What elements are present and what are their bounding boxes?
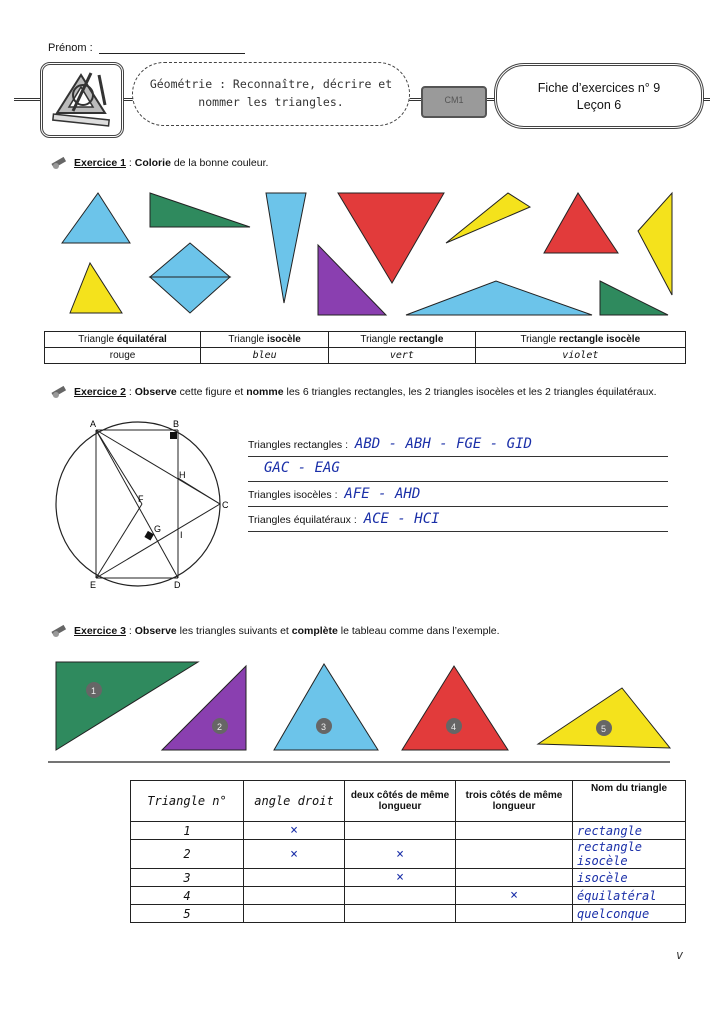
header-bold: isocèle (266, 334, 301, 345)
point-H: H (179, 470, 186, 480)
fiche-box (494, 63, 704, 129)
sep: : (125, 624, 135, 637)
cell-name[interactable]: quelconque (573, 905, 686, 923)
ex3-triangle-4 (402, 666, 508, 750)
table-row (131, 822, 686, 840)
cell-deux[interactable] (345, 887, 456, 905)
table-row (131, 869, 686, 887)
ex1-triangle-4 (338, 193, 444, 283)
cell-name[interactable]: rectangle (573, 822, 686, 840)
ex1-triangle-6 (544, 193, 618, 253)
lesson-number: Leçon 6 (576, 98, 622, 112)
exercise-3-title (50, 624, 500, 638)
ex1-triangle-1 (62, 193, 130, 243)
row-number: 4 (131, 887, 244, 905)
exercise-2-title (50, 384, 690, 400)
cell-trois[interactable] (456, 869, 573, 887)
cell-angle[interactable] (244, 887, 345, 905)
ex1-triangle-8 (70, 263, 122, 313)
pencil-icon (50, 385, 70, 399)
table-row (45, 348, 686, 364)
legend-header-rectangle (329, 332, 475, 348)
verb: nomme (246, 386, 284, 398)
header-text: Triangle (520, 334, 559, 345)
col-triangle: Triangle n° (131, 781, 244, 822)
title-line-1: Géométrie : Reconnaître, décrire et (149, 77, 393, 91)
ex3-number-5: 5 (601, 724, 607, 734)
table-row (131, 840, 686, 869)
header-bold: rectangle (398, 334, 444, 345)
lesson-title-cloud (132, 62, 410, 126)
legend-color-2[interactable]: bleu (201, 348, 329, 364)
cell-deux[interactable] (345, 905, 456, 923)
rect-answer-1[interactable]: ABD - ABH - FGE - GID (354, 436, 532, 452)
ex1-triangle-7 (638, 193, 672, 295)
rect-answer-2[interactable]: GAC - EAG (264, 460, 340, 476)
equi-answer-row (248, 511, 668, 532)
row-number: 5 (131, 905, 244, 923)
exercise-1-triangles (40, 185, 690, 325)
col-deux-cotes: deux côtés de même longueur (345, 781, 456, 822)
ex3-triangle-3 (274, 664, 378, 750)
table-header-row (131, 781, 686, 822)
ex3-number-4: 4 (451, 722, 457, 732)
ex1-triangle-9 (150, 243, 230, 277)
header-text: Triangle (78, 334, 117, 345)
cell-deux[interactable]: × (345, 840, 456, 869)
ex1-triangle-3 (266, 193, 306, 303)
text: le tableau comme dans l’exemple. (337, 624, 500, 637)
table-row (45, 332, 686, 348)
cell-trois[interactable] (456, 822, 573, 840)
row-number: 3 (131, 869, 244, 887)
prenom-label: Prénom : (48, 42, 93, 54)
col-trois-cotes: trois côtés de même longueur (456, 781, 573, 822)
cell-deux[interactable] (345, 822, 456, 840)
circle-figure (46, 418, 236, 596)
exercise-1-title (50, 156, 268, 170)
ex1-triangle-2 (150, 193, 250, 227)
cell-deux[interactable]: × (345, 869, 456, 887)
legend-color-3[interactable]: vert (329, 348, 475, 364)
rect-answer-row-2 (248, 459, 668, 482)
pencil-icon (50, 156, 70, 170)
legend-header-equilateral (45, 332, 201, 348)
compass-ruler-icon (43, 65, 121, 135)
row-number: 2 (131, 840, 244, 869)
pencil-icon (50, 624, 70, 638)
verb: Observe (134, 386, 177, 398)
cell-name[interactable]: équilatéral (573, 887, 686, 905)
header-text: Triangle (228, 334, 267, 345)
fiche-number: Fiche d’exercices n° 9 (537, 81, 661, 95)
ex3-number-3: 3 (321, 722, 327, 732)
ex1-triangle-10 (150, 277, 230, 313)
prenom-field (48, 42, 245, 54)
ex3-number-2: 2 (217, 722, 223, 732)
prenom-line[interactable] (99, 43, 245, 54)
equi-label: Triangles équilatéraux : (248, 514, 357, 526)
rect-answer-row (248, 436, 668, 457)
point-B: B (173, 419, 180, 429)
header-bold: rectangle isocèle (558, 334, 641, 345)
exercise-1-label: Exercice 1 (74, 156, 126, 169)
exercise-2-label: Exercice 2 (74, 386, 126, 398)
rect-label: Triangles rectangles : (248, 439, 348, 451)
ex1-triangle-5 (446, 193, 530, 243)
check-mark: v (676, 948, 684, 962)
text: les triangles suivants et (176, 624, 292, 637)
ex2-answers (248, 436, 668, 532)
legend-color-4[interactable]: violet (475, 348, 685, 364)
ex1-triangle-12 (406, 281, 592, 315)
header-bold: équilatéral (116, 334, 167, 345)
iso-answer[interactable]: AFE - AHD (344, 486, 421, 502)
text: cette figure et (176, 386, 247, 398)
point-A: A (90, 419, 97, 429)
title-line-2: nommer les triangles. (198, 95, 344, 109)
ex1-triangle-13 (600, 281, 668, 315)
table-row (131, 905, 686, 923)
cell-name[interactable]: isocèle (573, 869, 686, 887)
text: les 6 triangles rectangles, les 2 triangles isocèles et les 2 triangles équilatéraux. (283, 386, 657, 398)
iso-answer-row (248, 486, 668, 507)
col-nom: Nom du triangle (573, 781, 686, 822)
point-D: D (174, 580, 181, 590)
sep: : (125, 386, 135, 398)
cell-trois[interactable] (456, 905, 573, 923)
row-number: 1 (131, 822, 244, 840)
iso-label: Triangles isocèles : (248, 489, 338, 501)
ex3-triangle-5 (538, 688, 670, 748)
cell-trois[interactable]: × (456, 887, 573, 905)
level-badge (421, 86, 487, 118)
point-G: G (154, 524, 162, 534)
cell-angle[interactable]: × (244, 822, 345, 840)
point-C: C (222, 500, 229, 510)
sep: : (125, 156, 135, 169)
exercise-3-table (130, 780, 686, 923)
cell-name[interactable]: rectangle isocèle (573, 840, 686, 869)
cell-angle[interactable] (244, 905, 345, 923)
point-F: F (138, 494, 144, 504)
legend-header-isocele (201, 332, 329, 348)
exercise-3-triangles (48, 658, 688, 768)
verb: complète (291, 624, 338, 637)
exercise-1-verb: Colorie (134, 156, 171, 169)
geometry-logo (40, 62, 124, 138)
legend-header-rectangle-isocele (475, 332, 685, 348)
col-angle-droit: angle droit (244, 781, 345, 822)
verb: Observe (134, 624, 177, 637)
ex3-number-1: 1 (91, 686, 97, 696)
cell-angle[interactable] (244, 869, 345, 887)
color-legend-table (44, 331, 686, 364)
cell-angle[interactable]: × (244, 840, 345, 869)
equi-answer[interactable]: ACE - HCI (363, 511, 440, 527)
legend-color-1: rouge (45, 348, 201, 364)
table-row (131, 887, 686, 905)
exercise-3-label: Exercice 3 (74, 624, 126, 637)
point-E: E (90, 580, 97, 590)
header-text: Triangle (360, 334, 399, 345)
exercise-1-instruction: de la bonne couleur. (170, 156, 269, 169)
level-badge-text: CM1 (444, 95, 464, 105)
point-I: I (180, 530, 183, 540)
cell-trois[interactable] (456, 840, 573, 869)
ex3-triangle-2 (162, 666, 246, 750)
